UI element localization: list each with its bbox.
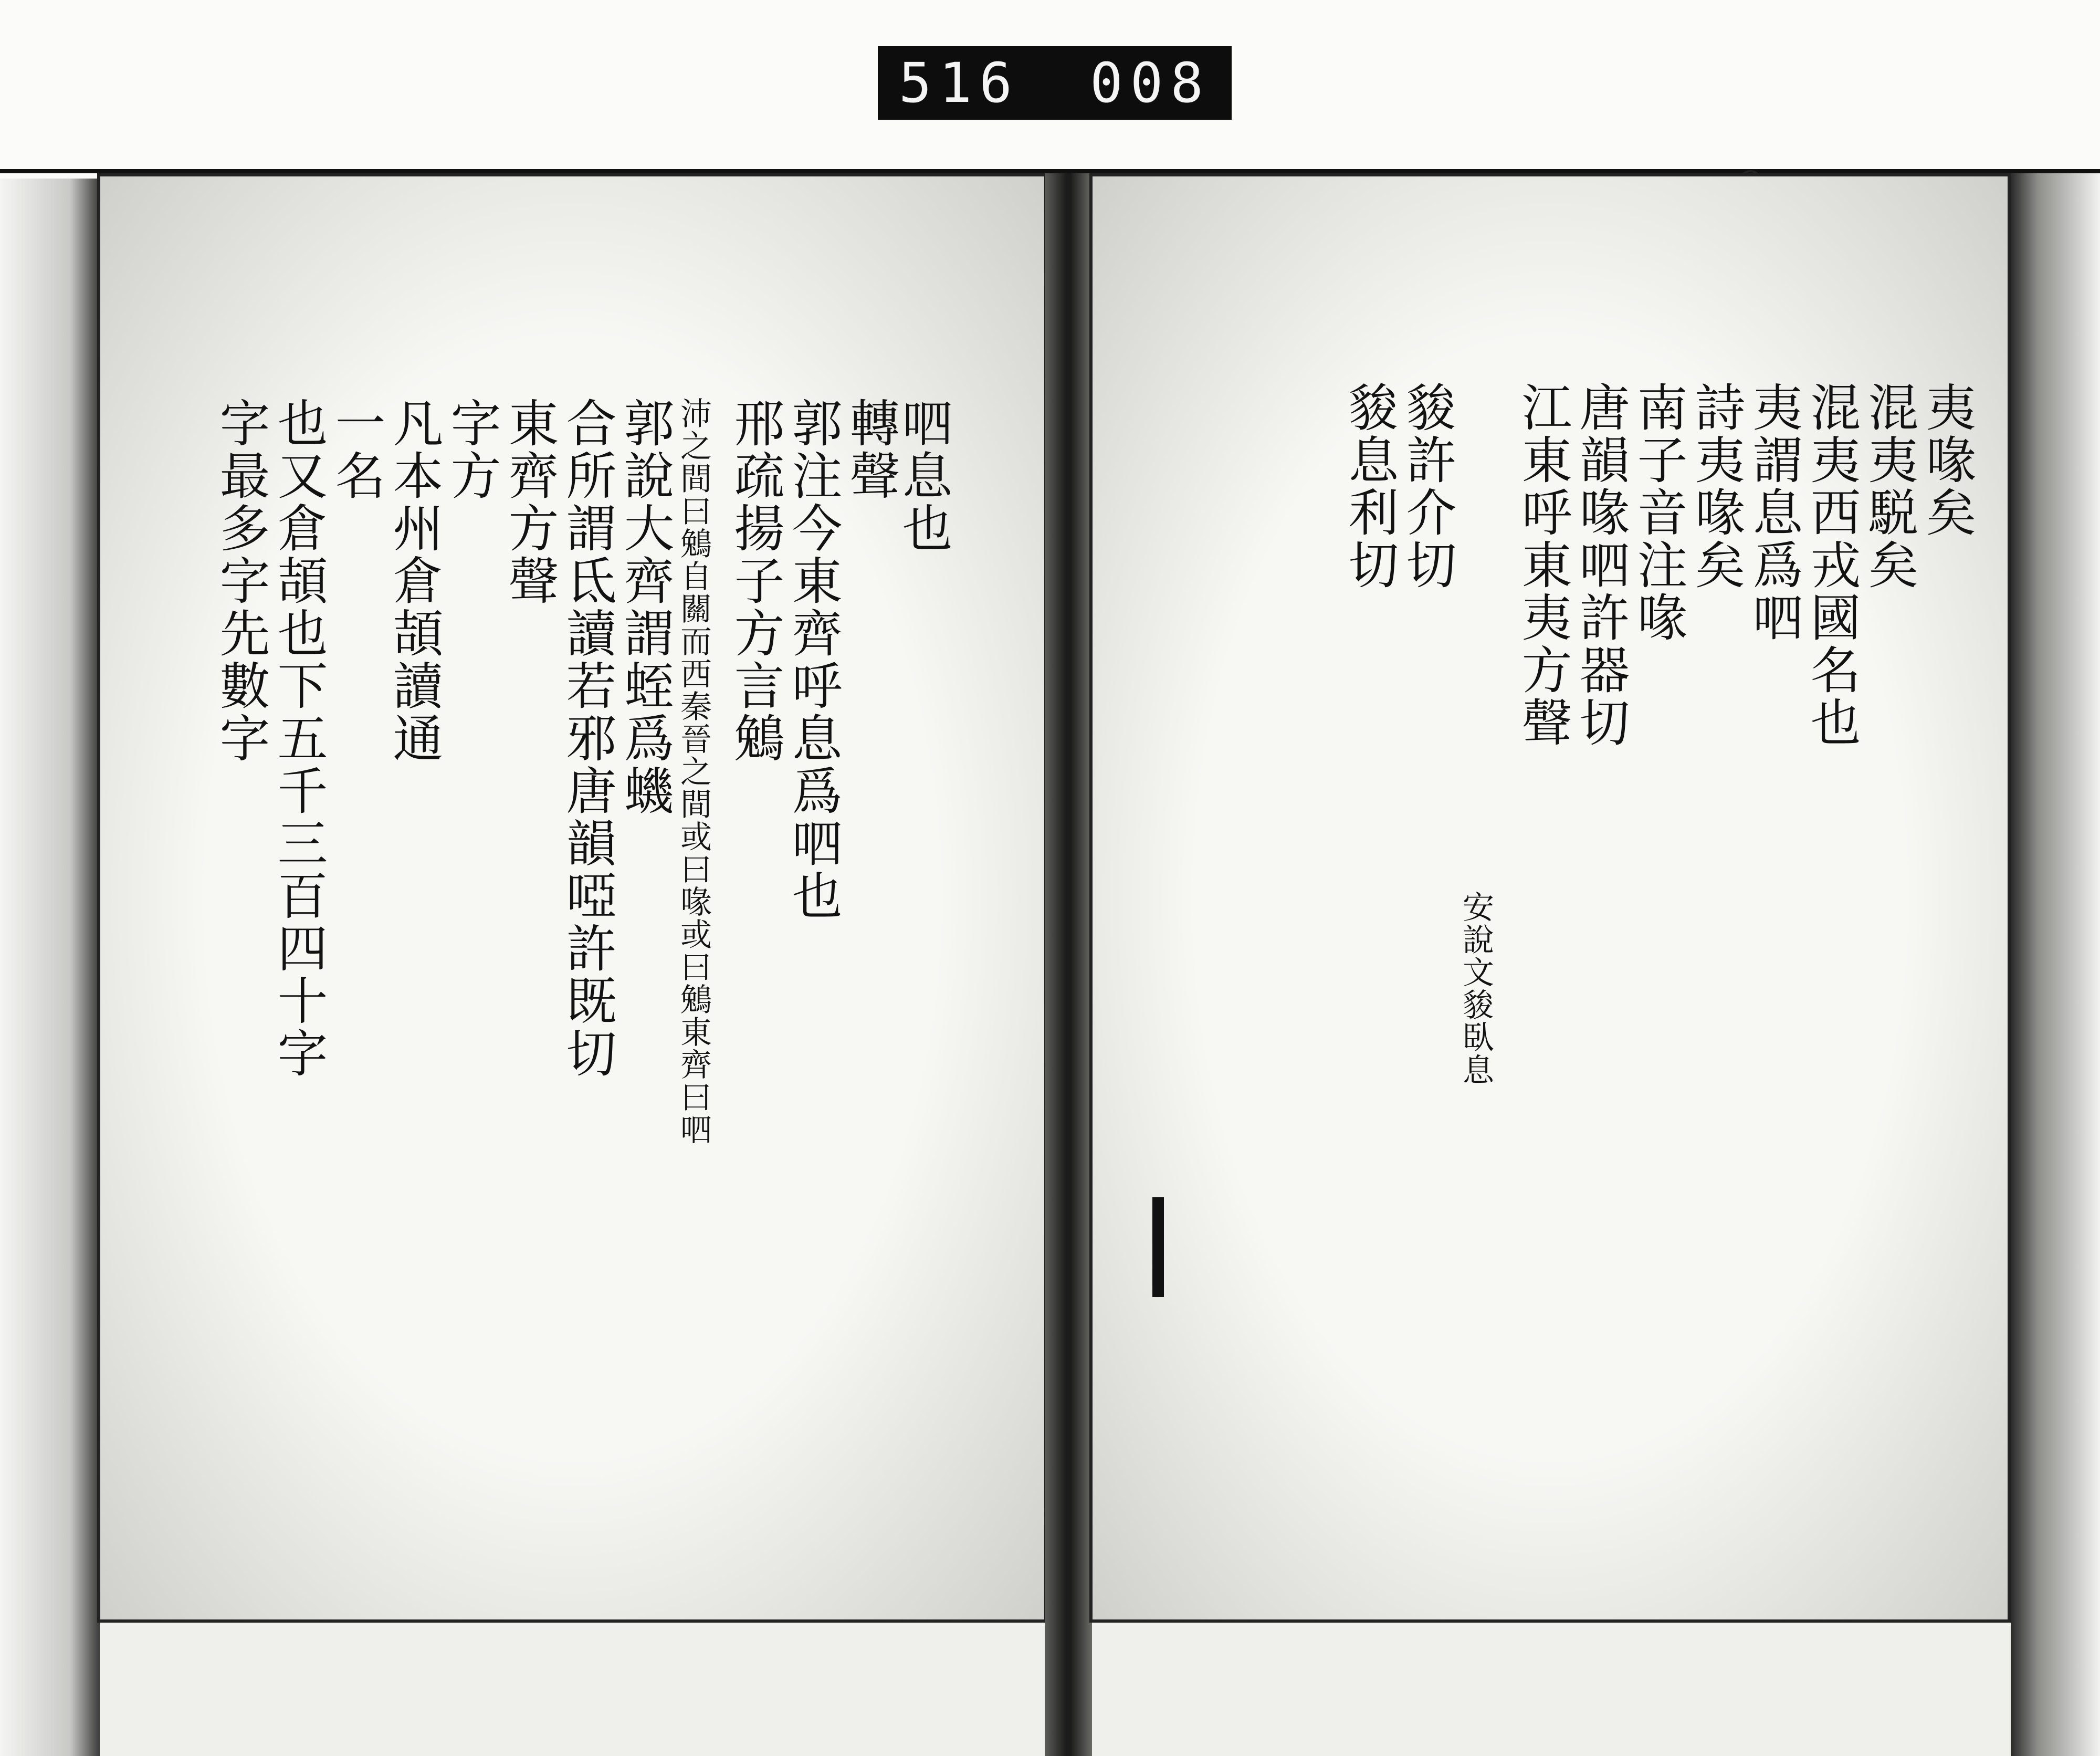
text-column: 東齊方聲: [500, 397, 559, 607]
right-page: [1089, 173, 2011, 1623]
ink-mark: [1152, 1197, 1164, 1297]
text-column: 也又倉頡也下五千三百四十字: [269, 397, 328, 1080]
text-column: 夷喙矣: [1918, 381, 1977, 539]
text-column: 一名: [327, 397, 386, 502]
right-binding-edge: [2011, 173, 2100, 1756]
text-column: 䝜息利切: [1340, 381, 1399, 591]
book-gutter: [1045, 173, 1092, 1756]
frame-number: 008: [1090, 51, 1211, 115]
text-column: 郭說大齊謂蛭爲蟣: [616, 397, 675, 817]
scanner-rule: [0, 169, 2100, 173]
reel-number: 516: [899, 51, 1020, 115]
text-column: 凡本州倉頡讀通: [385, 397, 444, 765]
text-column: 安說文䝜臥息: [1457, 891, 1494, 1086]
text-column: 䝜許介切: [1398, 381, 1457, 591]
text-column: 混夷駾矣: [1860, 381, 1919, 591]
film-frame-label: [878, 46, 1232, 120]
text-column: 唐韻喙呬許器切: [1571, 381, 1630, 749]
text-column: 邢疏揚子方言鵵: [726, 397, 785, 765]
text-column: 轉聲: [842, 397, 900, 502]
text-column: 混夷西戎國名也: [1802, 381, 1861, 749]
text-column: 郭注今東齊呼息爲呬也: [784, 397, 843, 922]
text-column: 江東呼東夷方聲: [1514, 381, 1572, 749]
text-column: 呬息也: [894, 397, 953, 555]
text-column: 字方: [443, 397, 501, 502]
text-column: 沛之間曰鵵自關而西秦晉之間或曰喙或曰鵵東齊曰呬: [675, 397, 712, 1146]
text-column: 詩夷喙矣: [1687, 381, 1746, 591]
left-binding-edge: [0, 179, 100, 1756]
text-column: 夷謂息爲呬: [1745, 381, 1803, 644]
text-column: 合所謂氐讀若邪唐韻啞許既切: [558, 397, 617, 1080]
left-page: [97, 173, 1047, 1623]
text-column: 南子音注喙: [1629, 381, 1688, 644]
text-column: 字最多字先數字: [212, 397, 270, 765]
